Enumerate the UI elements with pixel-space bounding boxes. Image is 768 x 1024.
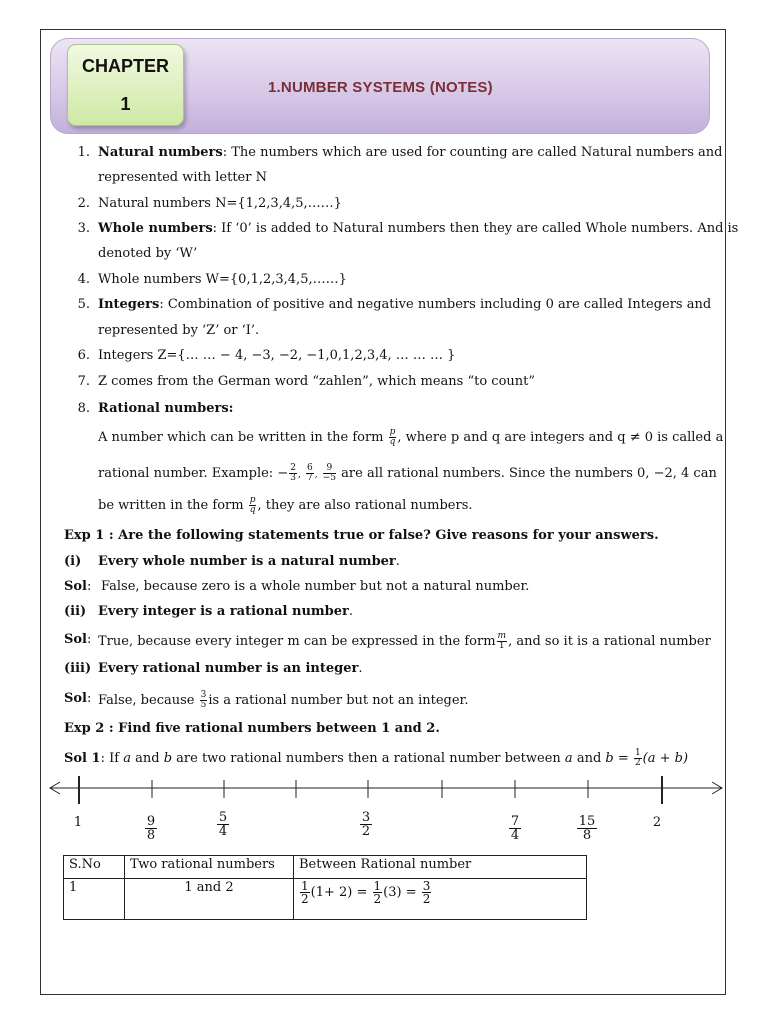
number-line [0, 770, 768, 810]
solution-part: , and so it is a rational number [508, 634, 711, 649]
solution-part: are two rational numbers then a rational number between [176, 751, 561, 766]
numerator: 1 [373, 879, 382, 893]
definition-text: , they are also rational numbers. [257, 498, 473, 513]
item-number: 4. [77, 272, 90, 287]
chapter-number: 1 [120, 94, 131, 114]
item-number: 1. [77, 145, 90, 160]
denominator: 4 [510, 828, 520, 843]
denominator: 2 [361, 824, 371, 839]
definition-text: denoted by ‘W’ [98, 246, 198, 261]
term-rational-numbers: Rational numbers: [98, 401, 234, 416]
fraction-p-over-q [389, 428, 397, 447]
numerator: 9 [323, 464, 336, 474]
solution-text [98, 691, 468, 710]
term-natural-numbers: Natural numbers [98, 145, 223, 160]
solution-part: True, because every integer m can be expressed in the form [98, 634, 496, 649]
colon: : [87, 579, 92, 594]
item-number: 7. [77, 374, 90, 389]
tick-label-7-4 [500, 815, 530, 842]
colon: : [87, 691, 92, 706]
denominator: 8 [582, 828, 592, 843]
var-b: b [605, 751, 614, 766]
rational-example-line [98, 464, 717, 483]
chapter-badge [67, 44, 184, 126]
sum-a-b: (a + b) [642, 751, 689, 766]
solution-part: False, because [98, 693, 195, 708]
colon: : [87, 632, 92, 647]
table-cell: 1 [64, 879, 125, 920]
fraction-p-over-q [249, 496, 257, 515]
tick-label-3-2 [351, 811, 381, 838]
fraction-3-5 [200, 691, 208, 710]
numerator: 2 [290, 463, 296, 473]
integers-set: Integers Z={… … − 4, −3, −2, −1,0,1,2,3,4, … … … } [98, 348, 456, 363]
numerator: 1 [634, 748, 641, 758]
fraction-3-2 [360, 811, 372, 838]
whole-numbers-set: Whole numbers W={0,1,2,3,4,5,……} [98, 272, 347, 287]
denominator: 2 [373, 892, 382, 906]
numerator: 6 [306, 463, 313, 473]
definition-text: represented by ‘Z’ or ‘I’. [98, 323, 260, 338]
definition-text: : The numbers which are used for counting are called Natural numbers and [222, 145, 723, 160]
sol-label [64, 632, 91, 648]
sol-label [64, 691, 91, 707]
fraction-9-8 [145, 815, 157, 842]
definition-text: represented with letter N [98, 170, 267, 185]
question-statement: Every rational number is an integer [98, 661, 359, 676]
fraction-3-2 [422, 880, 432, 905]
item-whole-numbers [98, 221, 738, 237]
sol-word: Sol [64, 579, 87, 594]
question-text [98, 554, 400, 570]
var-a: a [123, 751, 131, 766]
denominator: 2 [422, 892, 431, 906]
item-integers [98, 297, 711, 313]
denominator: q [389, 437, 396, 447]
table-cell: 1 and 2 [125, 879, 294, 920]
numerator: p [389, 427, 396, 437]
term-integers: Integers [98, 297, 160, 312]
denominator: 7 [306, 473, 313, 483]
comma: , [314, 470, 318, 480]
item-natural-numbers [98, 145, 722, 161]
numerator: 9 [146, 814, 156, 829]
numerator: 3 [361, 810, 371, 825]
period: . [348, 604, 354, 619]
period: . [358, 661, 363, 676]
fraction-1-2 [634, 749, 642, 768]
item-number: 8. [77, 401, 90, 416]
solution-part: is a rational number but not an integer. [208, 693, 469, 708]
chapter-word: CHAPTER [81, 56, 169, 76]
question-label: (iii) [64, 661, 92, 676]
denominator: 8 [146, 828, 156, 843]
fraction-5-4 [217, 811, 229, 838]
tick-label-2: 2 [652, 815, 662, 830]
exp2-title: Exp 2 : Find five rational numbers between 1 and 2. [64, 721, 440, 736]
exp1-title: Exp 1 : Are the following statements true or false? Give reasons for your answers. [64, 528, 659, 543]
denominator: 4 [218, 824, 228, 839]
numerator: 3 [200, 690, 207, 700]
item-number: 5. [77, 297, 90, 312]
period: . [395, 554, 400, 569]
word-and: and [135, 751, 160, 766]
tick-label-1: 1 [73, 815, 83, 830]
numerator: m [497, 631, 507, 641]
numerator: 3 [422, 879, 431, 893]
definition-text: , where p and q are integers and q ≠ 0 is called a [397, 430, 724, 445]
expression-part: (1+ 2) = [310, 885, 368, 900]
sol-word: Sol [64, 691, 87, 706]
natural-numbers-set: Natural numbers N={1,2,3,4,5,……} [98, 196, 342, 211]
numerator: 7 [510, 814, 520, 829]
exp2-solution [64, 749, 688, 768]
table-header: S.No [64, 856, 125, 879]
var-b: b [163, 751, 173, 766]
table-header: Two rational numbers [125, 856, 294, 879]
comma: , [297, 470, 301, 480]
table-cell-expression [294, 879, 587, 920]
denominator: 3 [290, 473, 296, 483]
question-text [98, 661, 362, 677]
numerator: 5 [218, 810, 228, 825]
rational-definition-line [98, 428, 723, 447]
solution-text: False, because zero is a whole number but not a natural number. [101, 579, 530, 594]
definition-text: : Combination of positive and negative numbers including 0 are called Integers and [159, 297, 712, 312]
fraction-2-3 [289, 464, 297, 483]
denominator: 2 [301, 892, 309, 906]
sol-label [64, 579, 91, 595]
denominator: q [249, 505, 256, 515]
term-whole-numbers: Whole numbers [98, 221, 213, 236]
definition-text: are all rational numbers. Since the numbers 0, −2, 4 can [341, 466, 717, 481]
item-number: 6. [77, 348, 90, 363]
table-row [64, 879, 587, 920]
numerator: p [249, 495, 256, 505]
fraction-1-2 [373, 880, 383, 905]
fraction-15-8 [577, 815, 598, 842]
item-number: 3. [77, 221, 90, 236]
rational-form-line [98, 496, 473, 515]
tick-label-15-8 [572, 815, 602, 842]
fraction-7-4 [509, 815, 521, 842]
tick-label-9-8 [136, 815, 166, 842]
tick-label-5-4 [208, 811, 238, 838]
solution-text [98, 632, 711, 651]
definition-text: be written in the form [98, 498, 244, 513]
question-label: (ii) [64, 604, 87, 619]
rational-table [63, 855, 587, 920]
definition-text: : If ‘0’ is added to Natural numbers then they are called Whole numbers. And is [212, 221, 739, 236]
question-statement: Every integer is a rational number [98, 604, 349, 619]
question-statement: Every whole number is a natural number [98, 554, 396, 569]
definition-text: A number which can be written in the form [98, 430, 384, 445]
zahlen-note: Z comes from the German word “zahlen”, which means “to count” [98, 374, 536, 389]
minus-sign: − [277, 466, 289, 481]
fraction-6-7 [306, 464, 314, 483]
numerator: 15 [578, 814, 596, 829]
question-text [98, 604, 353, 620]
solution-part: : If [100, 751, 120, 766]
sol-word: Sol [64, 632, 87, 647]
word-and: and [576, 751, 602, 766]
fraction-m-over-1 [497, 632, 508, 651]
denominator: 2 [634, 758, 641, 768]
page-title: 1.NUMBER SYSTEMS (NOTES) [268, 79, 493, 96]
denominator: −5 [322, 473, 337, 483]
table-header: Between Rational number [294, 856, 587, 879]
table-header-row [64, 856, 587, 879]
var-a: a [564, 751, 573, 766]
definition-text: rational number. Example: [98, 466, 274, 481]
denominator: 5 [200, 700, 207, 710]
denominator: 1 [498, 641, 505, 651]
item-number: 2. [77, 196, 90, 211]
numerator: 1 [301, 879, 309, 893]
fraction-9-neg5 [323, 464, 336, 483]
sol-label: Sol 1 [64, 751, 101, 766]
expression-part: (3) = [383, 885, 417, 900]
fraction-1-2 [300, 880, 310, 905]
equals-sign: = [617, 751, 629, 766]
question-label: (i) [64, 554, 82, 569]
